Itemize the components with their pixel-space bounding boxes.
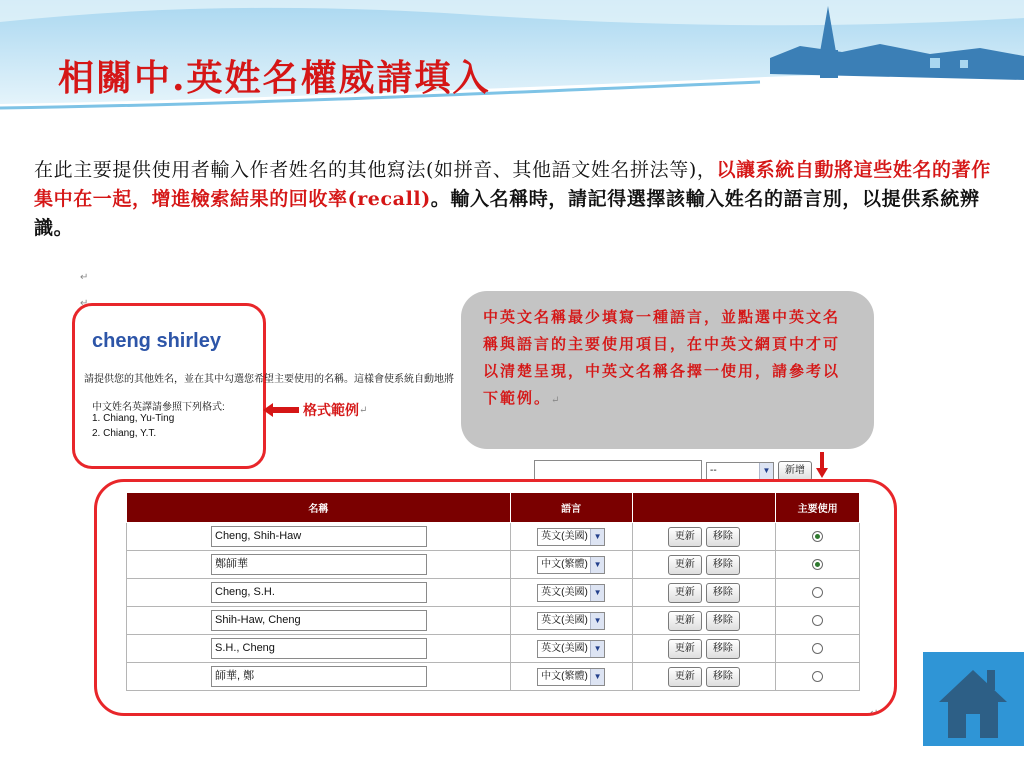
format-example-label bbox=[263, 400, 367, 420]
primary-radio[interactable] bbox=[812, 643, 823, 654]
primary-cell bbox=[776, 551, 860, 579]
name-cell bbox=[127, 635, 511, 663]
primary-cell bbox=[776, 607, 860, 635]
intro-paragraph bbox=[34, 156, 994, 243]
remove-button[interactable]: 移除 bbox=[706, 611, 740, 631]
language-value: 英文(美國) bbox=[541, 642, 588, 654]
callout-text: 中英文名稱最少填寫一種語言，並點選中英文名稱與語言的主要使用項目，在中英文網頁中才可以清楚呈現，中英文名稱各擇一使用，請參考以下範例。 bbox=[483, 308, 841, 407]
actions-cell bbox=[632, 635, 776, 663]
slide-title: 相關中.英姓名權威請填入 bbox=[58, 57, 491, 99]
language-cell bbox=[510, 607, 632, 635]
new-language-value: -- bbox=[710, 465, 717, 476]
left-arrow-icon bbox=[263, 403, 299, 417]
language-select[interactable] bbox=[537, 668, 605, 686]
update-button[interactable]: 更新 bbox=[668, 667, 702, 687]
format-example-1: 1. Chiang, Yu-Ting bbox=[92, 413, 175, 424]
language-cell bbox=[510, 551, 632, 579]
language-value: 中文(繁體) bbox=[541, 558, 588, 570]
name-input[interactable]: 鄭師華 bbox=[211, 554, 427, 575]
language-value: 英文(美國) bbox=[541, 586, 588, 598]
example-instruction: 請提供您的其他姓名，並在其中勾選您希望主要使用的名稱。這樣會使系統自動地將 bbox=[84, 374, 454, 385]
primary-cell bbox=[776, 663, 860, 691]
down-arrow-icon bbox=[816, 452, 828, 478]
name-input[interactable]: Shih-Haw, Cheng bbox=[211, 610, 427, 631]
primary-radio[interactable] bbox=[812, 671, 823, 682]
primary-radio[interactable] bbox=[812, 559, 823, 570]
remove-button[interactable]: 移除 bbox=[706, 527, 740, 547]
name-input[interactable]: Cheng, Shih-Haw bbox=[211, 526, 427, 547]
home-button[interactable] bbox=[923, 652, 1024, 746]
primary-cell bbox=[776, 523, 860, 551]
return-mark: ↵ bbox=[80, 272, 89, 283]
language-value: 英文(美國) bbox=[541, 530, 588, 542]
primary-cell bbox=[776, 635, 860, 663]
actions-cell bbox=[632, 523, 776, 551]
table-row bbox=[127, 523, 860, 551]
column-header-actions bbox=[632, 493, 776, 523]
name-input[interactable]: 師華, 鄭 bbox=[211, 666, 427, 687]
name-cell bbox=[127, 663, 511, 691]
primary-radio[interactable] bbox=[812, 531, 823, 542]
actions-cell bbox=[632, 551, 776, 579]
remove-button[interactable]: 移除 bbox=[706, 667, 740, 687]
name-input[interactable]: S.H., Cheng bbox=[211, 638, 427, 659]
return-mark: ↵ bbox=[359, 404, 368, 416]
example-user-name: cheng shirley bbox=[92, 330, 221, 352]
primary-cell bbox=[776, 579, 860, 607]
language-value: 英文(美國) bbox=[541, 614, 588, 626]
language-value: 中文(繁體) bbox=[541, 670, 588, 682]
column-header-language: 語言 bbox=[510, 493, 632, 523]
language-select[interactable] bbox=[537, 640, 605, 658]
table-row bbox=[127, 635, 860, 663]
format-example-highlight bbox=[72, 303, 266, 469]
return-mark: ↵ bbox=[80, 298, 89, 309]
update-button[interactable]: 更新 bbox=[668, 639, 702, 659]
name-cell bbox=[127, 523, 511, 551]
update-button[interactable]: 更新 bbox=[668, 527, 702, 547]
table-row bbox=[127, 607, 860, 635]
actions-cell bbox=[632, 663, 776, 691]
name-input[interactable]: Cheng, S.H. bbox=[211, 582, 427, 603]
names-table bbox=[126, 492, 860, 691]
intro-instruction: 。輸入名稱時，請記得選擇該輸入姓名的語言別，以提供系統辨識。 bbox=[34, 188, 980, 239]
language-cell bbox=[510, 635, 632, 663]
chevron-down-icon[interactable]: ▼ bbox=[590, 557, 604, 573]
table-row bbox=[127, 579, 860, 607]
language-cell bbox=[510, 579, 632, 607]
language-select[interactable] bbox=[537, 612, 605, 630]
chevron-down-icon[interactable]: ▼ bbox=[590, 669, 604, 685]
new-language-select[interactable] bbox=[706, 462, 774, 480]
actions-cell bbox=[632, 579, 776, 607]
name-cell bbox=[127, 579, 511, 607]
table-header-row bbox=[127, 493, 860, 523]
return-mark: ↵ bbox=[870, 708, 879, 719]
name-cell bbox=[127, 551, 511, 579]
intro-highlight: 以讓系統自動將這些姓名的著作集中在一起，增進檢索結果的回收率(recall) bbox=[34, 159, 991, 210]
remove-button[interactable]: 移除 bbox=[706, 639, 740, 659]
update-button[interactable]: 更新 bbox=[668, 583, 702, 603]
remove-button[interactable]: 移除 bbox=[706, 555, 740, 575]
chevron-down-icon[interactable]: ▼ bbox=[590, 641, 604, 657]
format-example-text: 格式範例 bbox=[303, 403, 359, 419]
language-select[interactable] bbox=[537, 556, 605, 574]
update-button[interactable]: 更新 bbox=[668, 555, 702, 575]
format-header: 中文姓名英譯請參照下列格式: bbox=[92, 402, 225, 413]
name-cell bbox=[127, 607, 511, 635]
language-cell bbox=[510, 663, 632, 691]
column-header-name: 名稱 bbox=[127, 493, 511, 523]
language-cell bbox=[510, 523, 632, 551]
language-select[interactable] bbox=[537, 584, 605, 602]
column-header-primary: 主要使用 bbox=[776, 493, 860, 523]
instruction-callout bbox=[461, 291, 874, 449]
update-button[interactable]: 更新 bbox=[668, 611, 702, 631]
intro-text: 在此主要提供使用者輸入作者姓名的其他寫法(如拼音、其他語文姓名拼法等)， bbox=[34, 159, 717, 181]
chevron-down-icon[interactable]: ▼ bbox=[590, 585, 604, 601]
chevron-down-icon[interactable]: ▼ bbox=[759, 463, 773, 479]
actions-cell bbox=[632, 607, 776, 635]
return-mark: ↵ bbox=[551, 395, 562, 406]
chevron-down-icon[interactable]: ▼ bbox=[590, 613, 604, 629]
primary-radio[interactable] bbox=[812, 587, 823, 598]
add-button[interactable]: 新增 bbox=[778, 461, 812, 481]
language-select[interactable] bbox=[537, 528, 605, 546]
table-row bbox=[127, 663, 860, 691]
chevron-down-icon[interactable]: ▼ bbox=[590, 529, 604, 545]
table-body bbox=[127, 523, 860, 691]
table-row bbox=[127, 551, 860, 579]
format-example-2: 2. Chiang, Y.T. bbox=[92, 428, 157, 439]
primary-radio[interactable] bbox=[812, 615, 823, 626]
home-icon bbox=[923, 652, 1024, 746]
remove-button[interactable]: 移除 bbox=[706, 583, 740, 603]
